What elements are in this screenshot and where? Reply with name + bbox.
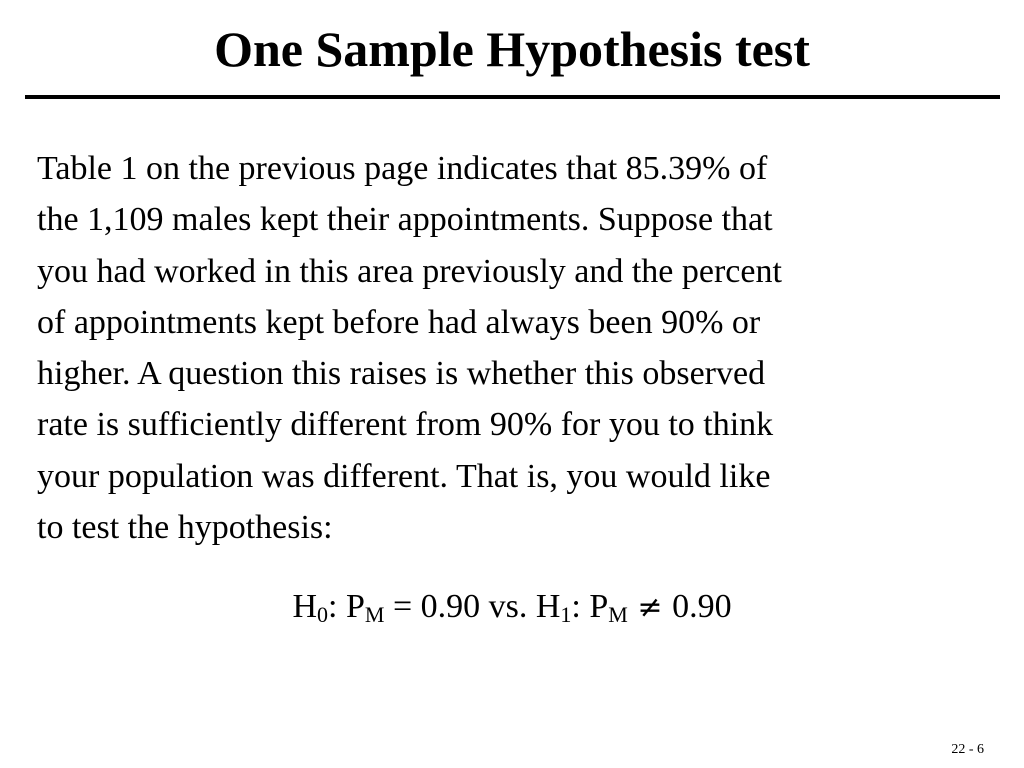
- slide-title: One Sample Hypothesis test: [214, 21, 810, 77]
- alt-hypothesis-separator: :: [571, 588, 590, 625]
- proportion-symbol-1: P: [345, 588, 365, 625]
- alt-hypothesis-value: 0.90: [672, 588, 732, 625]
- null-hypothesis-value: = 0.90 vs.: [384, 588, 536, 625]
- body-line-8: to test the hypothesis:: [37, 509, 333, 547]
- body-line-3: you had worked in this area previously and the percent: [37, 252, 782, 290]
- body-line-2: the 1,109 males kept their appointments. Suppose that: [37, 201, 773, 239]
- hypothesis-statement: [0, 583, 1024, 632]
- proportion-subscript-2: M: [608, 602, 628, 627]
- body-line-4: of appointments kept before had always been 90% or: [37, 303, 761, 341]
- body-line-6: rate is sufficiently different from 90% for you to think: [37, 406, 774, 444]
- alt-hypothesis-subscript: 1: [560, 602, 572, 627]
- body-line-7: your population was different. That is, you would like: [37, 457, 771, 495]
- body-line-5: higher. A question this raises is whether this observed: [37, 355, 766, 393]
- null-hypothesis-separator: :: [328, 588, 346, 625]
- null-hypothesis-symbol: H: [292, 588, 317, 625]
- body-paragraph: [37, 143, 997, 553]
- proportion-subscript-1: M: [364, 602, 385, 627]
- page-number: 22 - 6: [951, 742, 984, 757]
- proportion-symbol-2: P: [589, 588, 609, 625]
- null-hypothesis-subscript: 0: [317, 602, 328, 627]
- title-divider: [25, 95, 1000, 99]
- not-equal-symbol: ≠: [627, 590, 673, 625]
- body-line-1: Table 1 on the previous page indicates that 85.39% of: [37, 150, 768, 187]
- alt-hypothesis-symbol: H: [535, 588, 561, 625]
